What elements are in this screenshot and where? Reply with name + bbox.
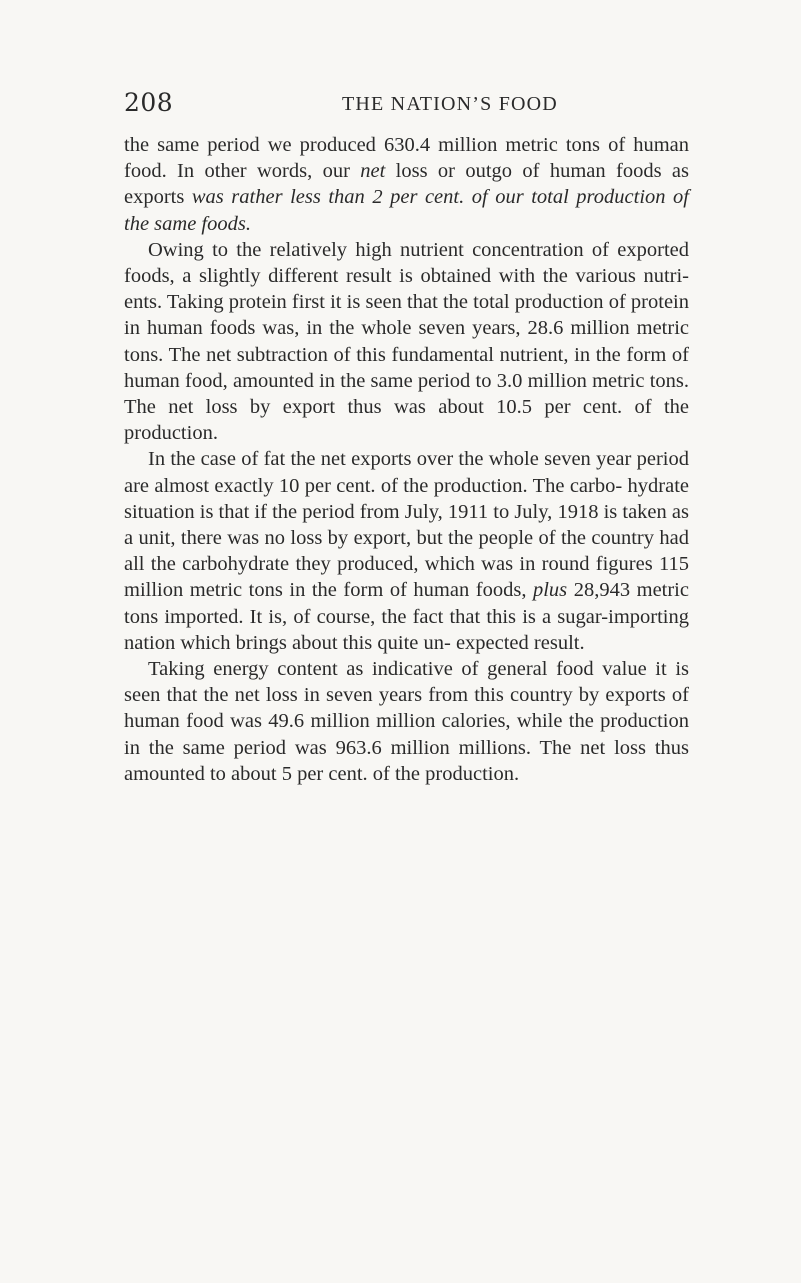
paragraph-3: [124, 446, 689, 656]
paragraph-2: [124, 237, 689, 447]
paragraph-1-text: the same period we produced 630.4 million metric tons of human food. In other words, our: [124, 134, 689, 183]
body-text: [124, 132, 689, 787]
page-number: 208: [124, 88, 174, 117]
paragraph-1: [124, 132, 689, 237]
running-head: [124, 88, 684, 118]
paragraph-4-text: Taking energy content as indicative of general food value it is seen that the net loss in seven years from this country by exports of human food was 49.6 million million calories, while the production in the same period was 963.6 million millions. The net loss thus amounted to about 5 per cent. of the production.: [124, 658, 689, 785]
paragraph-3-text-2: 28,943 metric tons imported. It is, of course, the fact that this is a sugar-importing nation which brings about this quite un- expected result.: [124, 579, 689, 654]
paragraph-4: [124, 656, 689, 787]
paragraph-2-text: Owing to the relatively high nutrient concentration of exported foods, a slightly different result is obtained with the various nutri- ents. Taking protein first it is seen that the total production of protein in human foods was, in the whole seven years, 28.6 million metric tons. The net subtraction of this fundamental nutrient, in the form of human food, amounted in the same period to 3.0 million metric tons. The net loss by export thus was about 10.5 per cent. of the production.: [124, 238, 689, 445]
emphasis-net: net: [360, 160, 386, 183]
paragraph-3-text: In the case of fat the net exports over the whole seven year period are almost exactly 10 per cent. of the production. The carbo- hydrate situation is that if the period from July, 1911 to July, 1918 is taken as a unit, there was no loss by export, but the people of the country had all the carbohydrate they produced, which was in round figures 115 million metric tons in the form of human foods,: [124, 448, 689, 602]
running-title: THE NATION’S FOOD: [342, 93, 558, 115]
emphasis-conclusion: was rather less than 2 per cent. of our total production of the same foods.: [124, 186, 689, 235]
paragraph-1-text-2: loss or outgo of human foods as exports: [124, 160, 689, 209]
emphasis-plus: plus: [532, 579, 568, 602]
